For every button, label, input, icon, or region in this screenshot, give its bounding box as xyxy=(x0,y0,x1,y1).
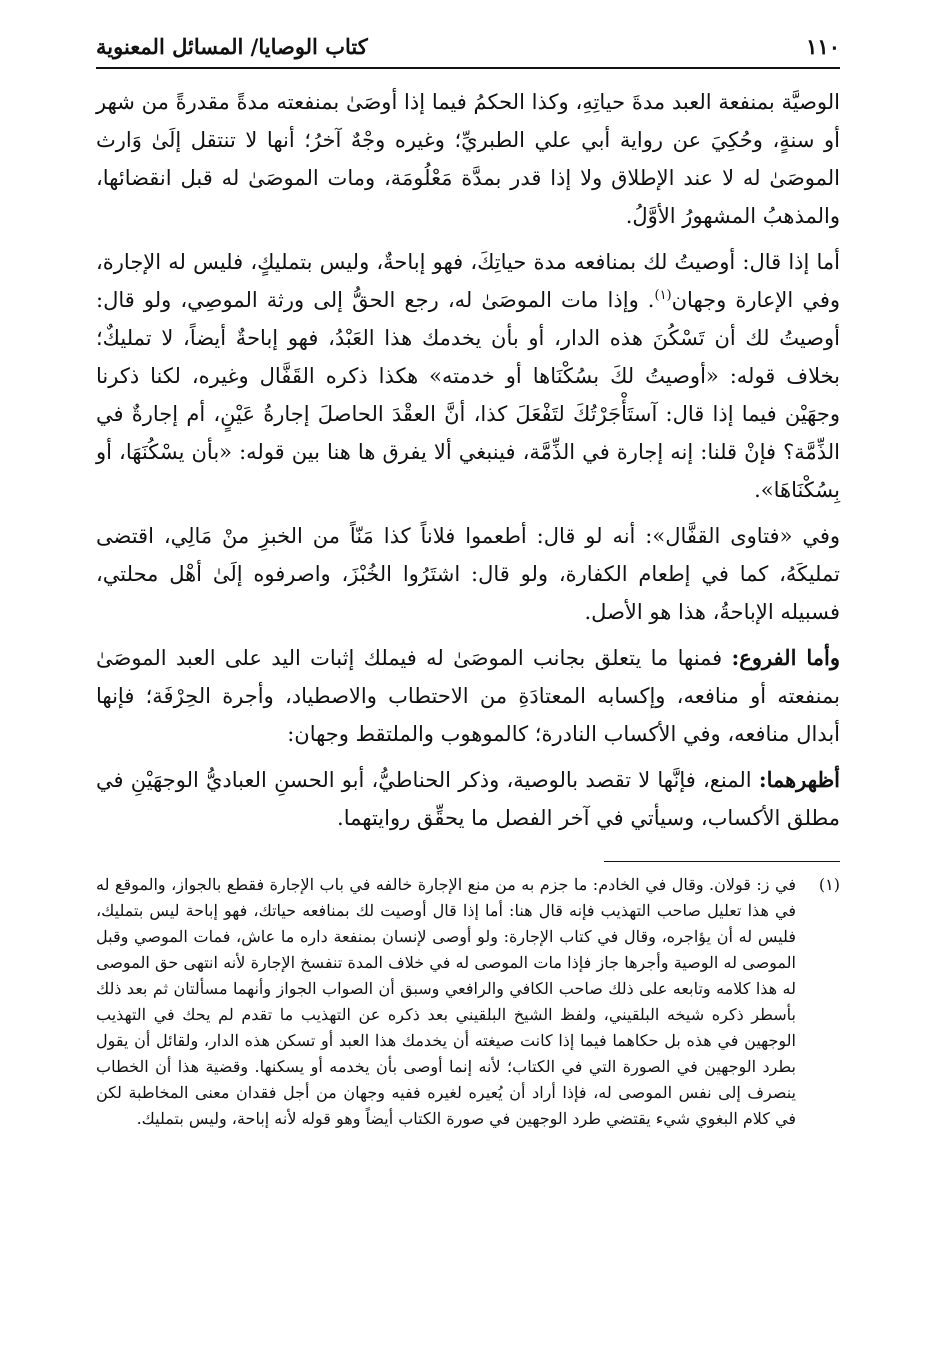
paragraph-5-heading: أظهرهما: xyxy=(758,767,840,792)
page-number: ١١٠ xyxy=(806,34,840,59)
footnote xyxy=(96,872,840,1132)
footnote-separator xyxy=(604,861,840,862)
paragraph-3 xyxy=(96,517,840,631)
footnote-number: (١) xyxy=(818,875,840,894)
paragraph-4 xyxy=(96,639,840,753)
paragraph-5-text: المنع، فإنَّها لا تقصد بالوصية، وذكر الحناطيُّ، أبو الحسنِ العباديُّ الوجهَيْنِ في مطلق الأكساب، وسيأتي في آخر الفصل ما يحقِّق روايتهما. xyxy=(96,768,840,830)
main-text xyxy=(96,83,840,837)
paragraph-1-text: الوصيَّة بمنفعة العبد مدةَ حياتِهِ، وكذا الحكمُ فيما إذا أوصَىٰ بمنفعته مدةً مقدرةً من شهر أو سنةٍ، وحُكِيَ عن رواية أبي علي الطبريِّ؛ وغيره وجْهٌ آخرُ؛ أنها لا تنتقل إلَىٰ وَارث الموصَىٰ له لا عند الإطلاق ولا إذا قدر بمدَّة مَعْلُومَة، ومات الموصَىٰ له قبل انقضائها، والمذهبُ المشهورُ الأوَّلُ. xyxy=(96,90,840,228)
page xyxy=(96,34,840,1334)
paragraph-2-text-after: . وإذا مات الموصَىٰ له، رجع الحقُّ إلى ورثة الموصِي، ولو قال: أوصيتُ لك أن تَسْكُنَ هذه الدار، أو بأن يخدمك هذا العَبْدُ، فهو إباحةٌ أيضاً، لا تمليكٌ؛ بخلاف قوله: «أوصيتُ لكَ بسُكْنَاها أو خدمته» هكذا ذكره القَفَّال وغيره، لكنا ذكرنا وجهَيْن فيما إذا قال: آستَأْجَرْتُكَ لتَفْعَلَ كذا، أنَّ العقْدَ الحاصلَ إجارةُ عَيْنٍ، أم إجارةٌ في الذِّمَّة؟ فإنْ قلنا: إنه إجارة في الذِّمَّة، فينبغي ألا يفرق ها هنا بين قوله: «بأن يسْكُنَهَا، أو بِسُكْنَاهَا». xyxy=(96,288,840,502)
header-rule xyxy=(96,67,840,69)
paragraph-3-text: وفي «فتاوى القفَّال»: أنه لو قال: أطعموا فلاناً كذا مَنّاً من الخبزِ منْ مَالِي، اقتضى تمليكَهُ، كما في إطعام الكفارة، ولو قال: اشتَرُوا الخُبْزَ، واصرفوه إلَىٰ أهْل محلتي، فسبيله الإباحةُ، هذا هو الأصل. xyxy=(96,524,840,624)
paragraph-2-text-before: أما إذا قال: أوصيتُ لك بمنافعه مدة حياتِكَ، فهو إباحةٌ، وليس بتمليكٍ، فليس له الإجارة، وفي الإعارة وجهان xyxy=(96,250,840,312)
running-title: كتاب الوصايا/ المسائل المعنوية xyxy=(96,34,368,59)
paragraph-4-text: فمنها ما يتعلق بجانب الموصَىٰ له فيملك إثبات اليد على العبد الموصَىٰ بمنفعته أو منافعه، وإكسابه المعتادَةِ من الاحتطاب والاصطياد، وأجرة الحِرْفَة؛ فإنها أبدال منافعه، وفي الأكساب النادرة؛ كالموهوب والملتقط وجهان: xyxy=(96,646,840,746)
running-header xyxy=(96,34,840,65)
paragraph-2 xyxy=(96,243,840,509)
paragraph-5 xyxy=(96,761,840,837)
paragraph-4-heading: وأما الفروع: xyxy=(731,645,840,670)
footnote-text: في ز: قولان. وقال في الخادم: ما جزم به من منع الإجارة خالفه في باب الإجارة فقطع بالجواز، والموقع له في هذا تعليل صاحب التهذيب فإنه قال هنا: أما إذا قال أوصيت لك بمنافعه حياتك، فهو إباحة ليس بتمليك، فليس له أن يؤاجره، وقال في كتاب الإجارة: ولو أوصى لإنسان بمنفعة داره ما عاش، فمات الموصي وقبل الموصى له الوصية وأجرها جاز فإذا مات الموصى له في خلاف المدة تنفسخ الإجارة لأنه انتهى حق الموصى له هذا كلامه وتابعه على ذلك صاحب الكافي والرافعي وسبق أن الصواب الجواز وأنهما مسألتان ثم بعد ذلك بأسطر ذكره شيخه البلقيني، ولفظ الشيخ البلقيني بعد ذكره عن التهذيب ما تقدم لم يحك في التهذيب الوجهين في هذه بل حكاهما فيما إذا كانت صيغته أن يخدمك هذا العبد أو تسكن هذه الدار، ولقائل أن يقول بطرد الوجهين في الصورة التي في الكتاب؛ لأنه إنما أوصى بأن يخدمه أو يسكنها. وقضية هذا أن الخطاب ينصرف إلى نفس الموصى له، فإذا أراد أن يُعيره لغيره ففيه وجهان من أجل فقدان معنى المخاطبة لكن في كلام البغوي شيء يقتضي طرد الوجهين في صورة الكتاب أيضاً وهو قوله لأنه إباحة، وليس بتمليك. xyxy=(96,875,797,1128)
footnote-marker: (١) xyxy=(654,288,672,303)
paragraph-1 xyxy=(96,83,840,235)
